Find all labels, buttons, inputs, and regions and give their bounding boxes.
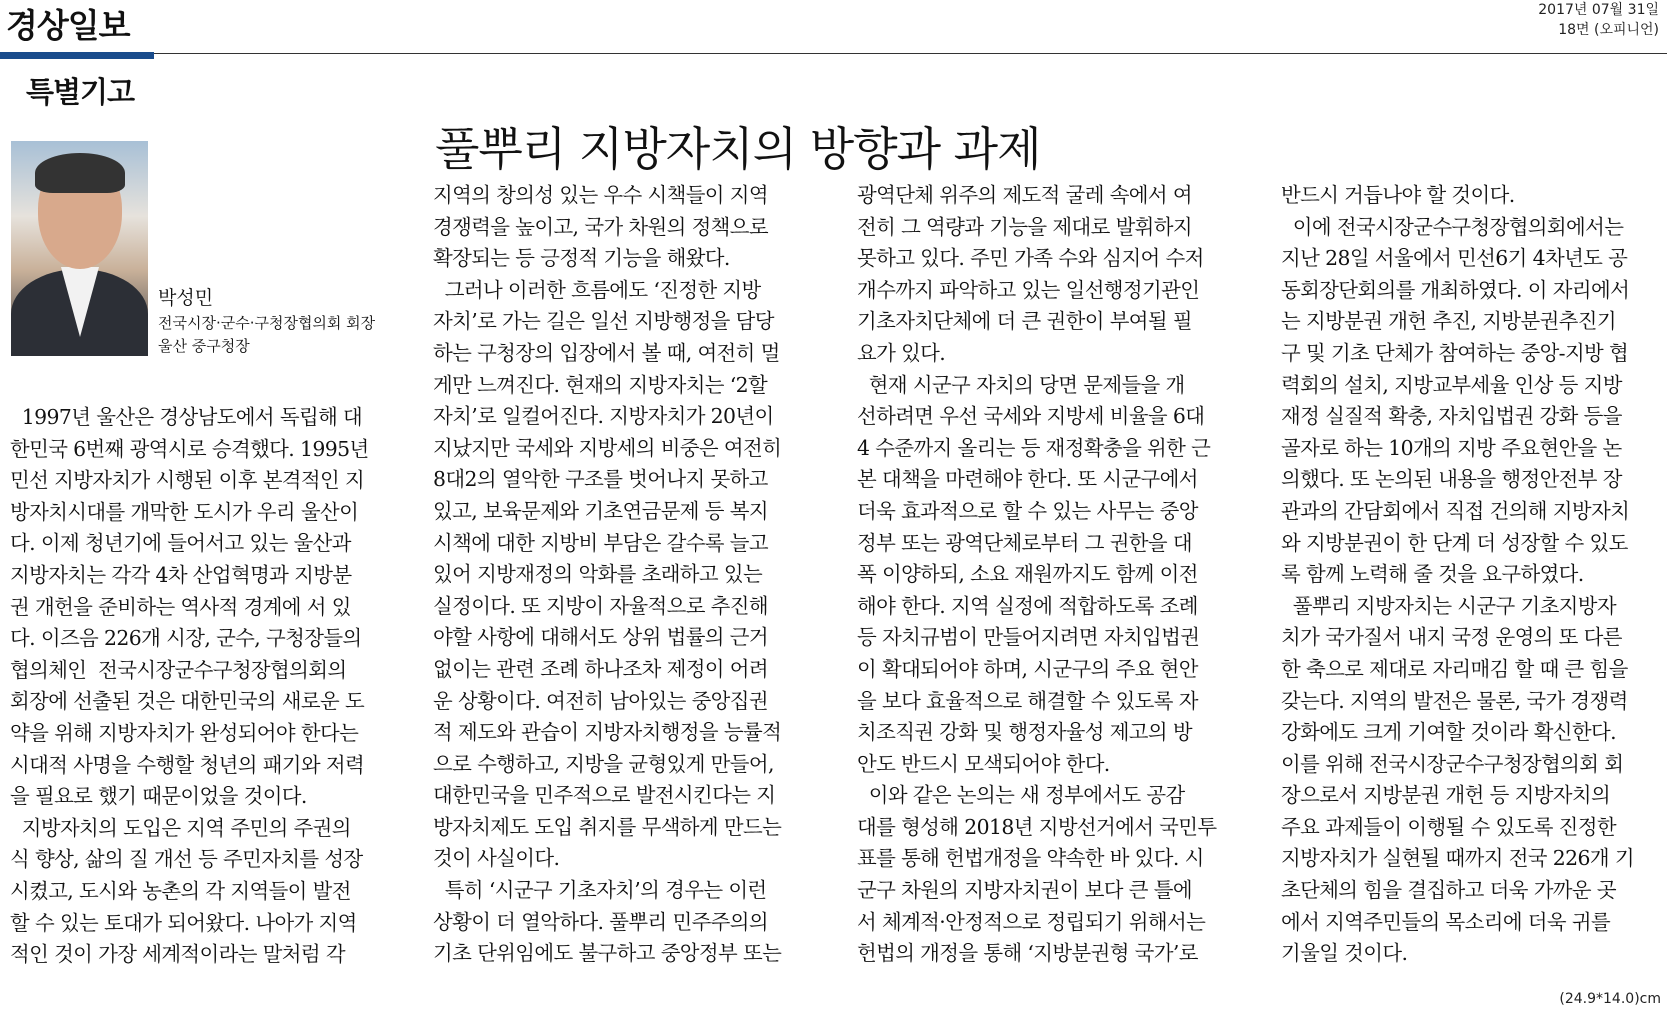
article-text-line: 해야 한다. 지역 실정에 적합하도록 조례 [857, 593, 1198, 618]
article-text-line: 지방자치의 도입은 지역 주민의 주권의 [10, 815, 351, 840]
page-section: 18면 (오피니언) [1558, 22, 1659, 38]
article-text-line: 지방자치는 각각 4차 산업혁명과 지방분 [10, 562, 352, 587]
article-text-line: 없이는 관련 조례 하나조차 제정이 어려 [433, 656, 768, 681]
article-text-line: 운 상황이다. 여전히 남아있는 중앙집권 [433, 688, 768, 713]
article-text-line: 안도 반드시 모색되어야 한다. [857, 751, 1110, 776]
article-text-line: 8대2의 열악한 구조를 벗어나지 못하고 [433, 467, 768, 492]
article-text-line: 이와 같은 논의는 새 정부에서도 공감 [857, 783, 1185, 808]
article-text-line: 구 및 기초 단체가 참여하는 중앙-지방 협 [1281, 340, 1629, 365]
article-text-line: 할 수 있는 토대가 되어왔다. 나아가 지역 [10, 910, 357, 935]
article-text-line: 1997년 울산은 경상남도에서 독립해 대 [10, 405, 363, 429]
article-text-line: 현재 시군구 자치의 당면 문제들을 개 [857, 372, 1185, 397]
article-text-line: 광역단체 위주의 제도적 굴레 속에서 여 [857, 183, 1192, 207]
article-text-line: 서 체계적·안정적으로 정립되기 위해서는 [857, 909, 1206, 934]
article-text-line: 자치’로 가는 길은 일선 지방행정을 담당 [433, 309, 774, 334]
article-column-3 [857, 180, 1229, 970]
article-text-line: 게만 느껴진다. 현재의 지방자치는 ‘2할 [433, 372, 768, 397]
header-accent-bar [0, 52, 154, 59]
section-label: 특별기고 [26, 75, 135, 109]
article-text-line: 폭 이양하되, 소요 재원까지도 함께 이전 [857, 562, 1198, 587]
article-text-line: 다. 이즈음 226개 시장, 군수, 구청장들의 [10, 626, 362, 651]
article-text-line: 야할 사항에 대해서도 상위 법률의 근거 [433, 625, 768, 650]
article-text-line: 특히 ‘시군구 기초자치’의 경우는 이런 [433, 878, 767, 903]
article-text-line: 본 대책을 마련해야 한다. 또 시군구에서 [857, 467, 1198, 492]
article-text-line: 강화에도 크게 기여할 것이라 확신한다. [1281, 720, 1616, 745]
article-text-line: 방자치시대를 개막한 도시가 우리 울산이 [10, 499, 359, 524]
article-text-line: 는 지방분권 개헌 추진, 지방분권추진기 [1281, 309, 1616, 334]
article-text-line: 방자치제도 도입 취지를 무색하게 만드는 [433, 814, 782, 839]
article-text-line: 주요 과제들이 이행될 수 있도록 진정한 [1281, 814, 1616, 839]
article-text-line: 못하고 있다. 주민 가족 수와 심지어 수저 [857, 246, 1204, 271]
article-text-line: 치가 국가질서 내지 국정 운영의 또 다른 [1281, 625, 1622, 650]
article-column-4 [1281, 180, 1653, 970]
article-text-line: 민선 지방자치가 시행된 이후 본격적인 지 [10, 468, 365, 493]
article-column-1 [10, 402, 382, 971]
article-text-line: 지방자치가 실현될 때까지 전국 226개 기 [1281, 846, 1634, 871]
article-text-line: 있고, 보육문제와 기초연금문제 등 복지 [433, 498, 768, 523]
article-text-line: 지났지만 국세와 지방세의 비중은 여전히 [433, 435, 782, 460]
article-text-line: 으로 수행하고, 지방을 균형있게 만들어, [433, 751, 774, 776]
article-text-line: 대를 형성해 2018년 지방선거에서 국민투 [857, 814, 1217, 839]
article-text-line: 기울일 것이다. [1281, 941, 1408, 966]
article-text-line: 지역의 창의성 있는 우수 시책들이 지역 [433, 183, 768, 207]
article-text-line: 록 함께 노력해 줄 것을 요구하였다. [1281, 562, 1584, 587]
author-name: 박성민 [158, 287, 214, 309]
newspaper-masthead: 경상일보 [6, 6, 130, 45]
article-text-line: 더욱 효과적으로 할 수 있는 사무는 중앙 [857, 498, 1198, 523]
article-column-2 [433, 180, 805, 970]
article-text-line: 대한민국을 민주적으로 발전시킨다는 지 [433, 783, 776, 808]
article-text-line: 이를 위해 전국시장군수구청장협의회 회 [1281, 751, 1624, 776]
article-text-line: 협의체인 전국시장군수구청장협의회의 [10, 657, 347, 682]
article-text-line: 와 지방분권이 한 단계 더 성장할 수 있도 [1281, 530, 1628, 555]
article-text-line: 약을 위해 지방자치가 완성되어야 한다는 [10, 720, 359, 745]
article-text-line: 기초 단위임에도 불구하고 중앙정부 또는 [433, 941, 782, 966]
article-text-line: 경쟁력을 높이고, 국가 차원의 정책으로 [433, 214, 768, 239]
article-text-line: 등 자치규범이 만들어지려면 자치입법권 [857, 625, 1200, 650]
article-text-line: 헌법의 개정을 통해 ‘지방분권형 국가’로 [857, 941, 1198, 966]
article-text-line: 치조직권 강화 및 행정자율성 제고의 방 [857, 720, 1192, 745]
article-text-line: 장으로서 지방분권 개헌 등 지방자치의 [1281, 783, 1611, 808]
article-text-line: 적 제도와 관습이 지방자치행정을 능률적 [433, 720, 782, 745]
article-text-line: 초단체의 힘을 결집하고 더욱 가까운 곳 [1281, 878, 1616, 903]
article-text-line: 시켰고, 도시와 농촌의 각 지역들이 발전 [10, 878, 351, 903]
article-text-line: 지난 28일 서울에서 민선6기 4차년도 공 [1281, 246, 1628, 271]
article-text-line: 다. 이제 청년기에 들어서고 있는 울산과 [10, 531, 351, 556]
article-text-line: 정부 또는 광역단체로부터 그 권한을 대 [857, 530, 1192, 555]
article-text-line: 선하려면 우선 국세와 지방세 비율을 6대 [857, 404, 1205, 429]
article-text-line: 동회장단회의를 개최하였다. 이 자리에서 [1281, 277, 1630, 302]
author-title: 전국시장·군수·구청장협의회 회장 [158, 314, 376, 332]
article-text-line: 에서 지역주민들의 목소리에 더욱 귀를 [1281, 909, 1611, 934]
article-text-line: 갖는다. 지역의 발전은 물론, 국가 경쟁력 [1281, 688, 1628, 713]
article-text-line: 적인 것이 가장 세계적이라는 말처럼 각 [10, 942, 345, 967]
article-text-line: 반드시 거듭나야 할 것이다. [1281, 183, 1515, 207]
article-size-note: (24.9*14.0)cm [1559, 991, 1661, 1007]
article-text-line: 한 축으로 제대로 자리매김 할 때 큰 힘을 [1281, 656, 1628, 681]
article-text-line: 을 필요로 했기 때문이었을 것이다. [10, 784, 307, 809]
publication-meta [1538, 0, 1659, 40]
article-text-line: 표를 통해 헌법개정을 약속한 바 있다. 시 [857, 846, 1204, 871]
article-text-line: 시책에 대한 지방비 부담은 갈수록 늘고 [433, 530, 768, 555]
article-text-line: 권 개헌을 준비하는 역사적 경계에 서 있 [10, 594, 351, 619]
article-text-line: 그러나 이러한 흐름에도 ‘진정한 지방 [433, 277, 761, 302]
article-text-line: 개수까지 파악하고 있는 일선행정기관인 [857, 277, 1200, 302]
publication-date: 2017년 07월 31일 [1538, 2, 1659, 18]
article-text-line: 이에 전국시장군수구청장협의회에서는 [1281, 214, 1624, 239]
header-rule [0, 53, 1667, 54]
article-text-line: 의했다. 또 논의된 내용을 행정안전부 장 [1281, 467, 1622, 492]
article-text-line: 이 확대되어야 하며, 시군구의 주요 현안 [857, 656, 1198, 681]
article-text-line: 력회의 설치, 지방교부세율 인상 등 지방 [1281, 372, 1622, 397]
article-text-line: 골자로 하는 10개의 지방 주요현안을 논 [1281, 435, 1622, 460]
author-position: 울산 중구청장 [158, 337, 250, 355]
article-text-line: 기초자치단체에 더 큰 권한이 부여될 필 [857, 309, 1192, 334]
article-text-line: 상황이 더 열악하다. 풀뿌리 민주주의의 [433, 909, 768, 934]
article-text-line: 군구 차원의 지방자치권이 보다 큰 틀에 [857, 878, 1192, 903]
article-text-line: 자치’로 일컬어진다. 지방자치가 20년이 [433, 404, 774, 429]
article-text-line: 을 보다 효율적으로 해결할 수 있도록 자 [857, 688, 1198, 713]
article-text-line: 재정 실질적 확충, 자치입법권 강화 등을 [1281, 404, 1622, 429]
article-text-line: 식 향상, 삶의 질 개선 등 주민자치를 성장 [10, 847, 363, 872]
author-byline [158, 284, 375, 358]
article-text-line: 한민국 6번째 광역시로 승격했다. 1995년 [10, 436, 369, 461]
article-text-line: 실정이다. 또 지방이 자율적으로 추진해 [433, 593, 768, 618]
author-photo [11, 141, 148, 356]
article-text-line: 4 수준까지 올리는 등 재정확충을 위한 근 [857, 435, 1211, 460]
article-text-line: 시대적 사명을 수행할 청년의 패기와 저력 [10, 752, 365, 777]
article-headline: 풀뿌리 지방자치의 방향과 과제 [435, 121, 1041, 176]
article-text-line: 관과의 간담회에서 직접 건의해 지방자치 [1281, 498, 1630, 523]
article-text-line: 하는 구청장의 입장에서 볼 때, 여전히 멀 [433, 340, 780, 365]
article-text-line: 있어 지방재정의 악화를 초래하고 있는 [433, 562, 763, 587]
article-text-line: 풀뿌리 지방자치는 시군구 기초지방자 [1281, 593, 1616, 618]
article-text-line: 것이 사실이다. [433, 846, 560, 871]
article-text-line: 회장에 선출된 것은 대한민국의 새로운 도 [10, 689, 365, 714]
article-text-line: 확장되는 등 긍정적 기능을 해왔다. [433, 246, 730, 271]
article-text-line: 전히 그 역량과 기능을 제대로 발휘하지 [857, 214, 1192, 239]
article-text-line: 요가 있다. [857, 340, 946, 365]
